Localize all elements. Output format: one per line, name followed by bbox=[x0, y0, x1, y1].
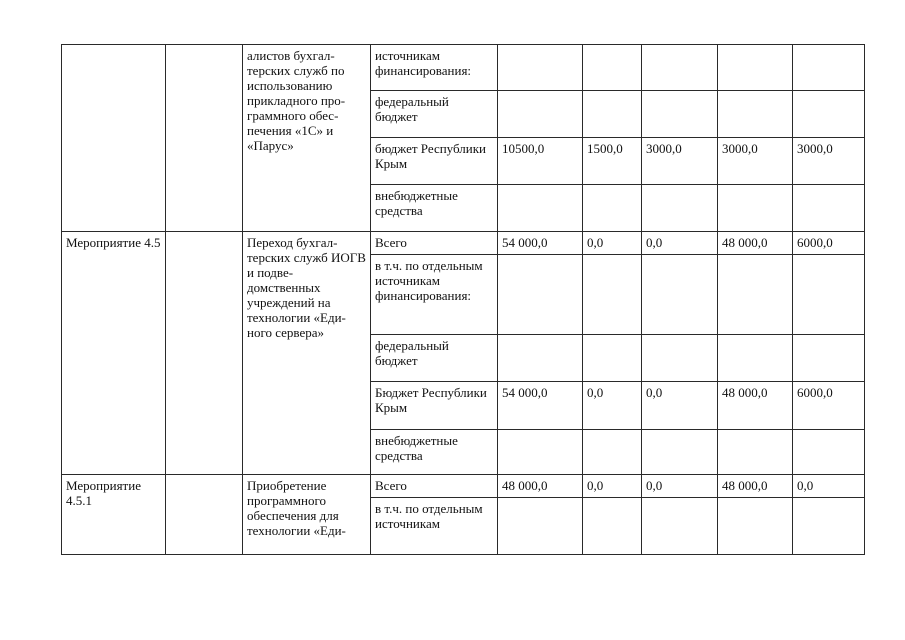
amount-cell bbox=[642, 430, 718, 475]
amount-cell bbox=[498, 185, 583, 232]
amount-cell bbox=[642, 185, 718, 232]
amount-cell bbox=[718, 185, 793, 232]
amount-cell: 0,0 bbox=[583, 232, 642, 255]
amount-cell bbox=[793, 185, 865, 232]
measure-id-cell bbox=[62, 45, 166, 232]
funding-source-cell: федеральный бюджет bbox=[371, 91, 498, 138]
amount-cell bbox=[583, 255, 642, 335]
amount-cell bbox=[718, 498, 793, 555]
amount-cell bbox=[642, 45, 718, 91]
amount-cell: 0,0 bbox=[642, 382, 718, 430]
amount-cell bbox=[583, 430, 642, 475]
amount-cell bbox=[642, 255, 718, 335]
amount-cell bbox=[793, 335, 865, 382]
amount-cell bbox=[583, 185, 642, 232]
amount-cell: 3000,0 bbox=[793, 138, 865, 185]
amount-cell: 48 000,0 bbox=[718, 382, 793, 430]
amount-cell: 10500,0 bbox=[498, 138, 583, 185]
amount-cell bbox=[583, 91, 642, 138]
amount-cell: 48 000,0 bbox=[718, 475, 793, 498]
amount-cell bbox=[718, 335, 793, 382]
amount-cell: 0,0 bbox=[642, 232, 718, 255]
amount-cell bbox=[793, 430, 865, 475]
amount-cell: 0,0 bbox=[583, 382, 642, 430]
amount-cell bbox=[498, 255, 583, 335]
amount-cell bbox=[583, 45, 642, 91]
amount-cell: 0,0 bbox=[642, 475, 718, 498]
amount-cell: 0,0 bbox=[793, 475, 865, 498]
funding-source-cell: внебюджетные средства bbox=[371, 430, 498, 475]
amount-cell bbox=[793, 91, 865, 138]
funding-source-cell: Всего bbox=[371, 232, 498, 255]
funding-source-cell: источникам финансирования: bbox=[371, 45, 498, 91]
amount-cell bbox=[642, 91, 718, 138]
amount-cell bbox=[498, 45, 583, 91]
amount-cell bbox=[718, 255, 793, 335]
table-row bbox=[62, 45, 865, 91]
amount-cell bbox=[498, 498, 583, 555]
amount-cell bbox=[793, 498, 865, 555]
executor-cell bbox=[166, 232, 243, 475]
funding-source-cell: федеральный бюджет bbox=[371, 335, 498, 382]
amount-cell: 54 000,0 bbox=[498, 382, 583, 430]
table-row bbox=[62, 232, 865, 255]
executor-cell bbox=[166, 475, 243, 555]
amount-cell bbox=[718, 45, 793, 91]
amount-cell bbox=[498, 335, 583, 382]
amount-cell: 3000,0 bbox=[718, 138, 793, 185]
amount-cell bbox=[642, 335, 718, 382]
measure-id-cell: Мероприятие 4.5 bbox=[62, 232, 166, 475]
amount-cell bbox=[498, 91, 583, 138]
amount-cell: 48 000,0 bbox=[718, 232, 793, 255]
amount-cell bbox=[718, 430, 793, 475]
measure-description-cell: Переход бухгал-терских служб ИОГВ и подве-домственных учреждений на технологии «Еди-ного сервера» bbox=[243, 232, 371, 475]
measure-id-cell: Мероприятие 4.5.1 bbox=[62, 475, 166, 555]
budget-table bbox=[61, 44, 865, 555]
executor-cell bbox=[166, 45, 243, 232]
funding-source-cell: Бюджет Республики Крым bbox=[371, 382, 498, 430]
amount-cell bbox=[793, 255, 865, 335]
funding-source-cell: в т.ч. по отдельным источникам финансирования: bbox=[371, 255, 498, 335]
amount-cell: 3000,0 bbox=[642, 138, 718, 185]
amount-cell: 0,0 bbox=[583, 475, 642, 498]
amount-cell bbox=[498, 430, 583, 475]
amount-cell bbox=[583, 335, 642, 382]
amount-cell: 6000,0 bbox=[793, 232, 865, 255]
funding-source-cell: в т.ч. по отдельным источникам bbox=[371, 498, 498, 555]
amount-cell: 54 000,0 bbox=[498, 232, 583, 255]
funding-source-cell: внебюджетные средства bbox=[371, 185, 498, 232]
funding-source-cell: бюджет Республики Крым bbox=[371, 138, 498, 185]
measure-description-cell: алистов бухгал-терских служб по использованию прикладного про-граммного обес-печения «1С» и «Парус» bbox=[243, 45, 371, 232]
funding-source-cell: Всего bbox=[371, 475, 498, 498]
amount-cell bbox=[718, 91, 793, 138]
amount-cell: 1500,0 bbox=[583, 138, 642, 185]
amount-cell bbox=[642, 498, 718, 555]
measure-description-cell: Приобретение программного обеспечения для технологии «Еди- bbox=[243, 475, 371, 555]
table-row bbox=[62, 475, 865, 498]
amount-cell bbox=[583, 498, 642, 555]
amount-cell: 48 000,0 bbox=[498, 475, 583, 498]
amount-cell bbox=[793, 45, 865, 91]
amount-cell: 6000,0 bbox=[793, 382, 865, 430]
